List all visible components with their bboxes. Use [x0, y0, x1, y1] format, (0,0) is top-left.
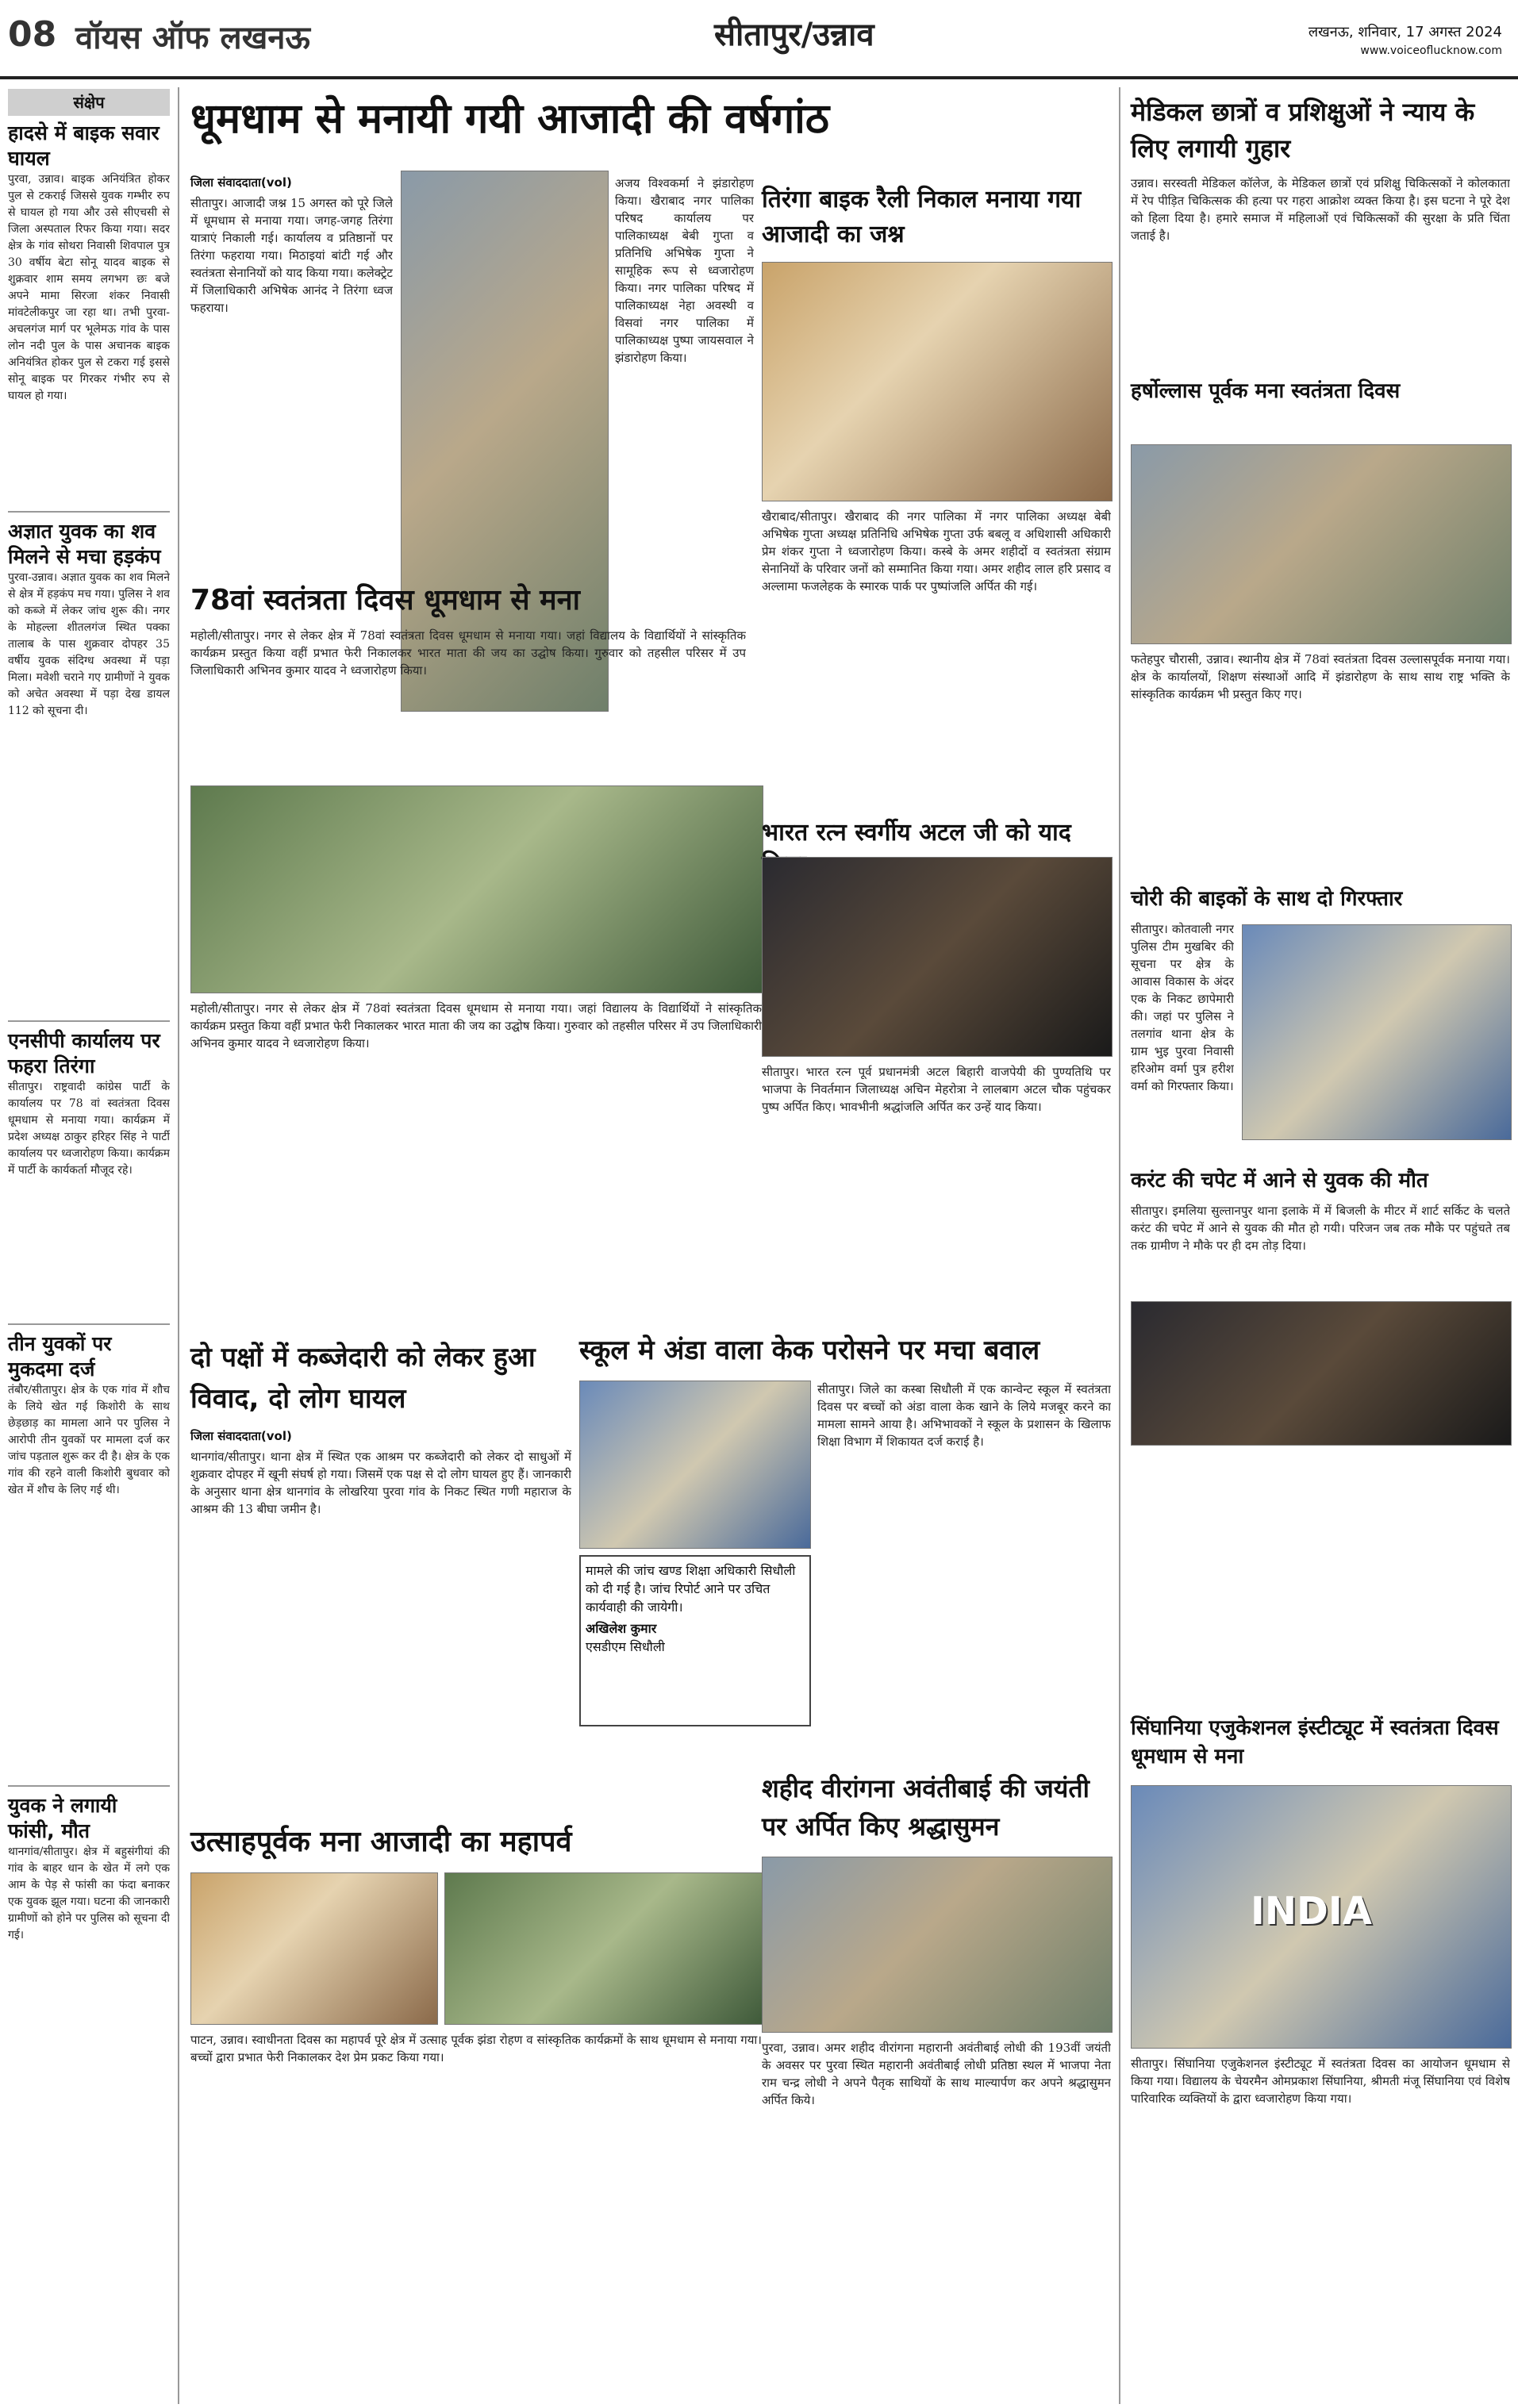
story-body: महोली/सीतापुर। नगर से लेकर क्षेत्र में 78वां स्वतंत्रता दिवस धूमधाम से मनाया गया। जहां विद्यालय के विद्यार्थियों ने सांस्कृतिक कार्यक्रम प्रस्तुत किया वहीं प्रभात फेरी निकालकर भारत माता की जय का उद्घोष किया। गुरुवार को तहसील परिसर में उप जिलाधिकारी अभिनव कुमार यादव ने ध्वजारोहण किया। — [190, 628, 746, 678]
school-photo — [579, 1381, 811, 1549]
quote-box — [579, 1555, 811, 1726]
sidebar-headline: अज्ञात युवक का शव मिलने से मचा हड़कंप — [8, 520, 161, 568]
main-body-col2: अजय विश्वकर्मा ने झंडारोहण किया। खैराबाद नगर पालिका परिषद कार्यालय पर पालिकाध्यक्ष बेबी गुप्ता व प्रतिनिधि अभिषेक गुप्ता ने सामूहिक रूप से ध्वजारोहण किया। नगर पालिका परिषद में पालिकाध्यक्ष नेहा अवस्थी व विसवां नगर पालिका में पालिकाध्यक्ष पुष्पा जायसवाल ने झंडारोहण किया। — [615, 176, 754, 365]
main-body-col1: सीतापुर। आजादी जश्न 15 अगस्त को पूरे जिले में धूमधाम से मनाया गया। जगह-जगह तिरंगा यात्राएं निकाली गई। कार्यालय व प्रतिष्ठानों पर तिरंगा फहराया गया। मिठाइयां बांटी गई और स्वतंत्रता सेनानियों को याद किया गया। कलेक्ट्रेट में जिलाधिकारी अभिषेक आनंद ने तिरंगा ध्वज फहराया। — [190, 196, 393, 315]
sidebar-body: तंबौर/सीतापुर। क्षेत्र के एक गांव में शौच के लिये खेत गई किशोरी के साथ छेड़छाड़ का मामला आने पर पुलिस ने आरोपी तीन युवकों पर मामला दर्ज कर जांच पड़ताल शुरू कर दी है। क्षेत्र के एक गांव की रहने वाली किशोरी बुधवार को खेत में शौच के लिए गई थी। — [8, 1384, 170, 1496]
arrest-photo — [1242, 924, 1512, 1140]
story-body: सीतापुर। सिंघानिया एजुकेशनल इंस्टीट्यूट में स्वतंत्रता दिवस का आयोजन धूमधाम से किया गया। विद्यालय के चेयरमैन ओमप्रकाश सिंघानिया, श्रीमती मंजू सिंघानिया एवं विशेष पारिवारिक व्यक्तियों के द्वारा ध्वजारोहण किया गया। — [1131, 2057, 1510, 2106]
column-divider — [178, 87, 179, 2404]
sidebar-headline: एनसीपी कार्यालय पर फहरा तिरंगा — [8, 1029, 160, 1077]
story-headline: दो पक्षों में कब्जेदारी को लेकर हुआ विवाद, दो लोग घायल — [190, 1342, 536, 1415]
sidebar-headline: तीन युवकों पर मुकदमा दर्ज — [8, 1332, 112, 1381]
story-body: सीतापुर। भारत रत्न पूर्व प्रधानमंत्री अटल बिहारी वाजपेयी की पुण्यतिथि पर भाजपा के निवर्तमान जिलाध्यक्ष अचिन मेहरोत्रा ने लालबाग अटल चौक पहुंचकर पुष्प अर्पित किए। भावभीनी श्रद्धांजलि अर्पित कर उन्हें याद किया। — [762, 1065, 1111, 1114]
divider — [8, 1020, 170, 1022]
india-letters: INDIA — [1251, 1889, 1372, 1934]
page-number: 08 — [8, 14, 57, 55]
website-url[interactable]: www.voiceoflucknow.com — [1360, 44, 1502, 57]
celebration-photo-1 — [190, 1872, 438, 2025]
quote-name: अखिलेश कुमार — [586, 1621, 657, 1636]
story-headline: स्कूल मे अंडा वाला केक परोसने पर मचा बवाल — [579, 1335, 1040, 1366]
sidebar-body: थानगांव/सीतापुर। क्षेत्र में बहुसंगीयां की गांव के बाहर धान के खेत में लगे एक आम के पेड़ से फांसी का फंदा बनाकर एक युवक झूल गया। घटना की जानकारी ग्रामीणों को होने पर पुलिस को सूचना दी गई। — [8, 1845, 170, 1941]
story-body-cont: महोली/सीतापुर। नगर से लेकर क्षेत्र में 78वां स्वतंत्रता दिवस धूमधाम से मनाया गया। जहां विद्यालय के विद्यार्थियों ने सांस्कृतिक कार्यक्रम प्रस्तुत किया वहीं प्रभात फेरी निकालकर भारत माता की जय का उद्घोष किया। गुरुवार को तहसील परिसर में उप जिलाधिकारी अभिनव कुमार यादव ने ध्वजारोहण किया। — [190, 1001, 762, 1050]
quote-text: मामले की जांच खण्ड शिक्षा अधिकारी सिधौली को दी गई है। जांच रिपोर्ट आने पर उचित कार्यवाही की जायेगी। — [586, 1563, 796, 1615]
divider — [8, 511, 170, 513]
school-celebration-photo — [1131, 1785, 1512, 2049]
story-headline: सिंघानिया एजुकेशनल इंस्टीट्यूट में स्वतंत्रता दिवस धूमधाम से मना — [1131, 1716, 1499, 1769]
story-body: खैराबाद/सीतापुर। खैराबाद की नगर पालिका में नगर पालिका अध्यक्ष बेबी अभिषेक गुप्ता अध्यक्ष प्रतिनिधि अभिषेक गुप्ता उर्फ बबलू व अधिशासी अधिकारी प्रेम शंकर गुप्ता ने ध्वजारोहण किया। कस्बे के अमर शहीदों व स्वतंत्रता संग्राम सेनानियों के परिवार जनों को सम्मानित किया गया। अमर शहीद लाल हरि प्रसाद व अल्लामा फजलेहक के स्मारक पार्क पर पुष्पांजलि अर्पित की गई। — [762, 509, 1111, 593]
byline: जिला संवाददाता(vol) — [190, 175, 292, 190]
header-rule — [0, 76, 1518, 79]
celebration-photo-2 — [444, 1872, 763, 2025]
candle-march-photo — [762, 857, 1113, 1057]
story-body: उन्नाव। सरस्वती मेडिकल कॉलेज, के मेडिकल छात्रों एवं प्रशिक्षु चिकित्सकों ने कोलकाता में रेप पीड़ित चिकित्सक की हत्या पर गहरा आक्रोश व्यक्त किया है। इस घटना ने पूरे देश को हिला दिया है। हमारे समाज में महिलाओं एवं चिकित्सकों की सुरक्षा के प्रति चिंता जताई है। — [1131, 176, 1510, 243]
sidebar-body: पुरवा, उन्नाव। बाइक अनियंत्रित होकर पुल से टकराई जिससे युवक गम्भीर रुप से घायल हो गया और उसे सीएचसी से जिला अस्पताल रिफर किया गया। सदर क्षेत्र के गांव सोथरा निवासी शिवपाल पुत्र 30 वर्षीय बेटा सोनू यादव बाइक से शुक्रवार शाम समय लगभग छः बजे अपने मामा सिरजा शंकर निवासी मांवटेलीकपुर जा रहा था। तभी पुरवा-अचलगंज मार्ग पर भूलेमऊ गांव के पास लोन नदी पुल के पास अचानक बाइक अनियंत्रित होकर पुल से टकरा गई इससे सोनू बाइक पर गिरकर गंभीर रुप से घायल हो गया। — [8, 173, 170, 402]
sidebar-headline: युवक ने लगायी फांसी, मौत — [8, 1794, 117, 1842]
story-headline: शहीद वीरांगना अवंतीबाई की जयंती पर अर्पित किए श्रद्धासुमन — [762, 1773, 1090, 1842]
story-body: सीतापुर। जिले का कस्बा सिधौली में एक कान्वेन्ट स्कूल में स्वतंत्रता दिवस पर बच्चों को अंडा वाला केक खाने के लिये मजबूर करने का मामला सामने आया है। अभिभावकों ने स्कूल के प्रशासन के खिलाफ शिक्षा विभाग में शिकायत दर्ज कराई है। — [817, 1382, 1111, 1449]
column-divider — [1119, 87, 1120, 2404]
accident-photo — [1131, 1301, 1512, 1446]
story-body: फतेहपुर चौरासी, उन्नाव। स्थानीय क्षेत्र में 78वां स्वतंत्रता दिवस उल्लासपूर्वक मनाया गया। क्षेत्र के कार्यालयों, शिक्षण संस्थाओं आदि में झंडारोहण के साथ साथ राष्ट्र भक्ति के सांस्कृतिक कार्यक्रम भी प्रस्तुत किए गए। — [1131, 652, 1510, 701]
sidebar-column — [8, 121, 170, 2217]
story-headline: भारत रत्न स्वर्गीय अटल जी को याद — [762, 819, 1071, 847]
tribute-photo — [762, 1857, 1113, 2033]
quote-role: एसडीएम सिधौली — [586, 1639, 665, 1654]
bike-rally-photo — [762, 262, 1113, 501]
story-headline: हर्षोल्लास पूर्वक मना स्वतंत्रता दिवस — [1131, 379, 1401, 403]
story-headline: चोरी की बाइकों के साथ दो गिरफ्तार — [1131, 887, 1403, 911]
story-body: सीतापुर। इमलिया सुल्तानपुर थाना इलाके में में बिजली के मीटर में शार्ट सर्किट के चलते करंट की चपेट में आने से युवक की मौत हो गयी। परिजन जब तक मौके पर पहुंचते तब तक ग्रामीण ने मौके पर ही दम तोड़ दिया। — [1131, 1204, 1510, 1253]
story-headline: तिरंगा बाइक रैली निकाल मनाया गया आजादी का जश्न — [762, 186, 1082, 248]
story-body: पाटन, उन्नाव। स्वाधीनता दिवस का महापर्व पूरे क्षेत्र में उत्साह पूर्वक झंडा रोहण व सांस्कृतिक कार्यक्रमों के साथ धूमधाम से मनाया गया। बच्चों द्वारा प्रभात फेरी निकालकर देश प्रेम प्रकट किया गया। — [190, 2033, 762, 2064]
sidebar-body: पुरवा-उन्नाव। अज्ञात युवक का शव मिलने से क्षेत्र में हड़कंप मच गया। पुलिस ने शव को कब्जे में लेकर जांच शुरू की। नगर के मोहल्ला शीतलगंज स्थित पक्का तालाब के पास शुक्रवार दोपहर 35 वर्षीय युवक संदिग्ध अवस्था में पड़ा मिला। मवेशी चराने गए ग्रामीणों ने युवक को अचेत अवस्था में पड़ा देख डायल 112 को सूचना दी। — [8, 571, 170, 717]
main-headline: धूमधाम से मनायी गयी आजादी की वर्षगांठ — [190, 95, 829, 143]
story-body: सीतापुर। कोतवाली नगर पुलिस टीम मुखबिर की सूचना पर क्षेत्र के आवास विकास के अंदर एक के निकट छापेमारी की। जहां पर पुलिस ने तलगांव थाना क्षेत्र के ग्राम भुइ पुरवा निवासी हरिओम वर्मा पुत्र हरीश वर्मा को गिरफ्तार किया। — [1131, 922, 1234, 1093]
story-body: थानगांव/सीतापुर। थाना क्षेत्र में स्थित एक आश्रम पर कब्जेदारी को लेकर दो साधुओं में शुक्रवार दोपहर में खूनी संघर्ष हो गया। जिसमें एक पक्ष से दो लोग घायल हुए हैं। जानकारी के अनुसार थाना क्षेत्र थानगांव के लोखरिया पुरवा गांव के निकट स्थित गणी महाराज के आश्रम की 13 बीघा जमीन है। — [190, 1450, 571, 1516]
flag-hoisting-photo — [1131, 444, 1512, 644]
issue-date: लखनऊ, शनिवार, 17 अगस्त 2024 — [1308, 24, 1502, 40]
sidebar-headline: हादसे में बाइक सवार घायल — [8, 121, 159, 170]
newspaper-name: वॉयस ऑफ लखनऊ — [75, 20, 310, 56]
sidebar-body: सीतापुर। राष्ट्रवादी कांग्रेस पार्टी के कार्यालय पर 78 वां स्वतंत्रता दिवस धूमधाम से मनाया गया। कार्यक्रम में प्रदेश अध्यक्ष ठाकुर हरिहर सिंह ने पार्टी कार्यालय पर ध्वजारोहण किया। कार्यक्रम में पार्टी के कार्यकर्ता मौजूद रहे। — [8, 1081, 170, 1177]
group-photo — [190, 785, 763, 993]
story-headline: उत्साहपूर्वक मना आजादी का महापर्व — [190, 1826, 572, 1858]
divider — [8, 1323, 170, 1325]
byline: जिला संवाददाता(vol) — [190, 1429, 292, 1443]
story-headline: करंट की चपेट में आने से युवक की मौत — [1131, 1169, 1428, 1192]
divider — [8, 1785, 170, 1787]
section-title: सीतापुर/उन्नाव — [714, 17, 874, 53]
sidebar-tag: संक्षेप — [8, 89, 170, 116]
story-body: पुरवा, उन्नाव। अमर शहीद वीरांगना महारानी अवंतीबाई लोधी की 193वीं जयंती के अवसर पर पुरवा स्थित महारानी अवंतीबाई लोधी प्रतिष्ठा स्थल में भाजपा नेता राम चन्द्र लोधी ने अपने पैतृक साथियों के साथ माल्यार्पण कर अपने श्रद्धासुमन अर्पित किये। — [762, 2041, 1111, 2107]
story-headline: मेडिकल छात्रों व प्रशिक्षुओं ने न्याय के लिए लगायी गुहार — [1131, 97, 1475, 163]
story-headline: 78वां स्वतंत्रता दिवस धूमधाम से मना — [190, 584, 580, 616]
